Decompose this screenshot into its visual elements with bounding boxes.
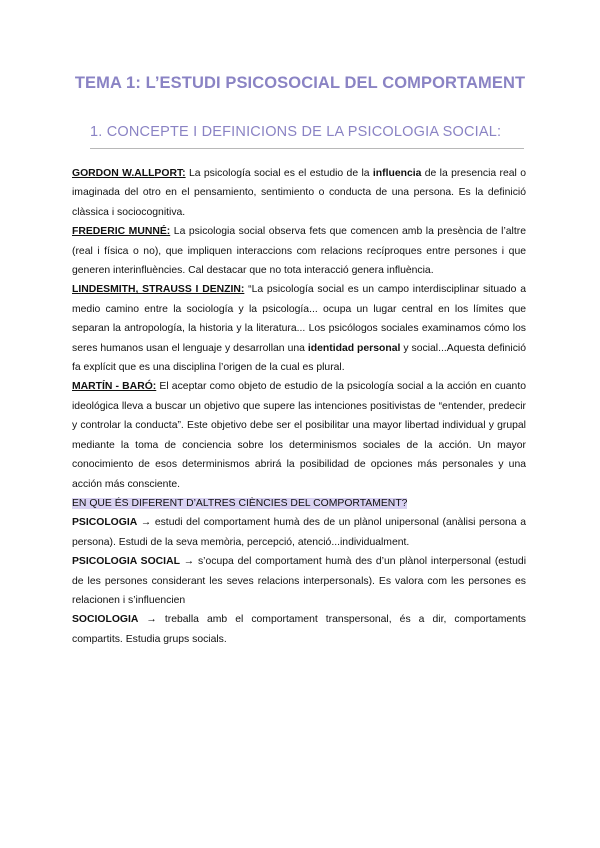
definition-lindesmith [72,280,526,377]
definition-martin-baro [72,377,526,493]
definition-text: de la presencia real o imaginada del otro en el pensamiento, sentimiento o conducta de una persona. Es la definició clàssica i sociocognitiva. [72,168,526,218]
author-name: FREDERIC MUNNÉ: [72,226,171,238]
author-name: LINDESMITH, STRAUSS I DENZIN: [72,284,245,296]
definition-text: El aceptar como objeto de estudio de la psicología social a la acción en cuanto ideológica lleva a buscar un objetivo que supere las intenciones positivistas de “entender, predecir y controlar la conducta”. Este objetivo debe ser el posibilitar una mayor libertad individual y grupal mediante la toma de conciencia sobre los determinismos sociales de la acción. Un mayor conocimiento de esos determinismos abrirá la posibilidad de opciones más personales y una acción más consciente. [72,381,526,490]
document-body [72,164,526,649]
heading-divider [90,148,524,149]
comparison-sociologia [72,610,526,649]
key-term: identidad personal [307,342,401,354]
section-heading: 1. CONCEPTE I DEFINICIONS DE LA PSICOLOGIA SOCIAL: [90,124,502,140]
definition-text: La psicología social es el estudio de la [185,168,373,179]
page-title: TEMA 1: L’ESTUDI PSICOSOCIAL DEL COMPORTAMENT [74,74,526,92]
definition-text: “La psicología social es un campo interdisciplinar situado a medio camino entre la sociología y la psicología... ocupa un lugar central en los límites que separan la antropología, la historia y la literatura... Los psicólogos sociales examinamos cómo los seres humanos usan el lenguaje y desarrollan una [72,284,526,354]
definition-allport [72,164,526,222]
author-name: GORDON W.ALLPORT: [72,168,186,179]
definition-text: y social...Aquesta definició fa explícit que es una disciplina l’origen de la cual es plural. [72,342,527,374]
definition-text: La psicologia social observa fets que comencen amb la presència de l’altre (real i física o no), que impliquen interaccions com relacions recíproques entre persones i que generen interinfluències. Cal destacar que no tota interacció genera influència. [72,226,526,277]
key-term: influencia [372,168,422,179]
comparison-text: → treballa amb el comportament transpersonal, és a dir, comportaments compartits. Estudia grups socials. [72,614,526,645]
comparison-question [72,494,526,513]
author-name: MARTÍN - BARÓ: [72,381,157,393]
comparison-term: SOCIOLOGIA [72,614,139,626]
comparison-text: → s’ocupa del comportament humà des d’un plànol interpersonal (estudi de les persones considerant les seves relacions interpersonals). Es valora com les persones es relacionen i s’influencien [72,556,527,606]
comparison-psicologia [72,513,526,552]
comparison-psicologia-social [72,552,526,610]
definition-munne [72,222,526,280]
highlighted-question: EN QUE ÉS DIFERENT D’ALTRES CIÈNCIES DEL COMPORTAMENT? [72,497,408,509]
comparison-term: PSICOLOGIA SOCIAL [72,556,180,568]
comparison-text: → estudi del comportament humà des de un plànol unipersonal (anàlisi persona a persona). Estudi de la seva memòria, percepció, atenció...individualment. [72,517,526,548]
comparison-term: PSICOLOGIA [72,517,138,529]
